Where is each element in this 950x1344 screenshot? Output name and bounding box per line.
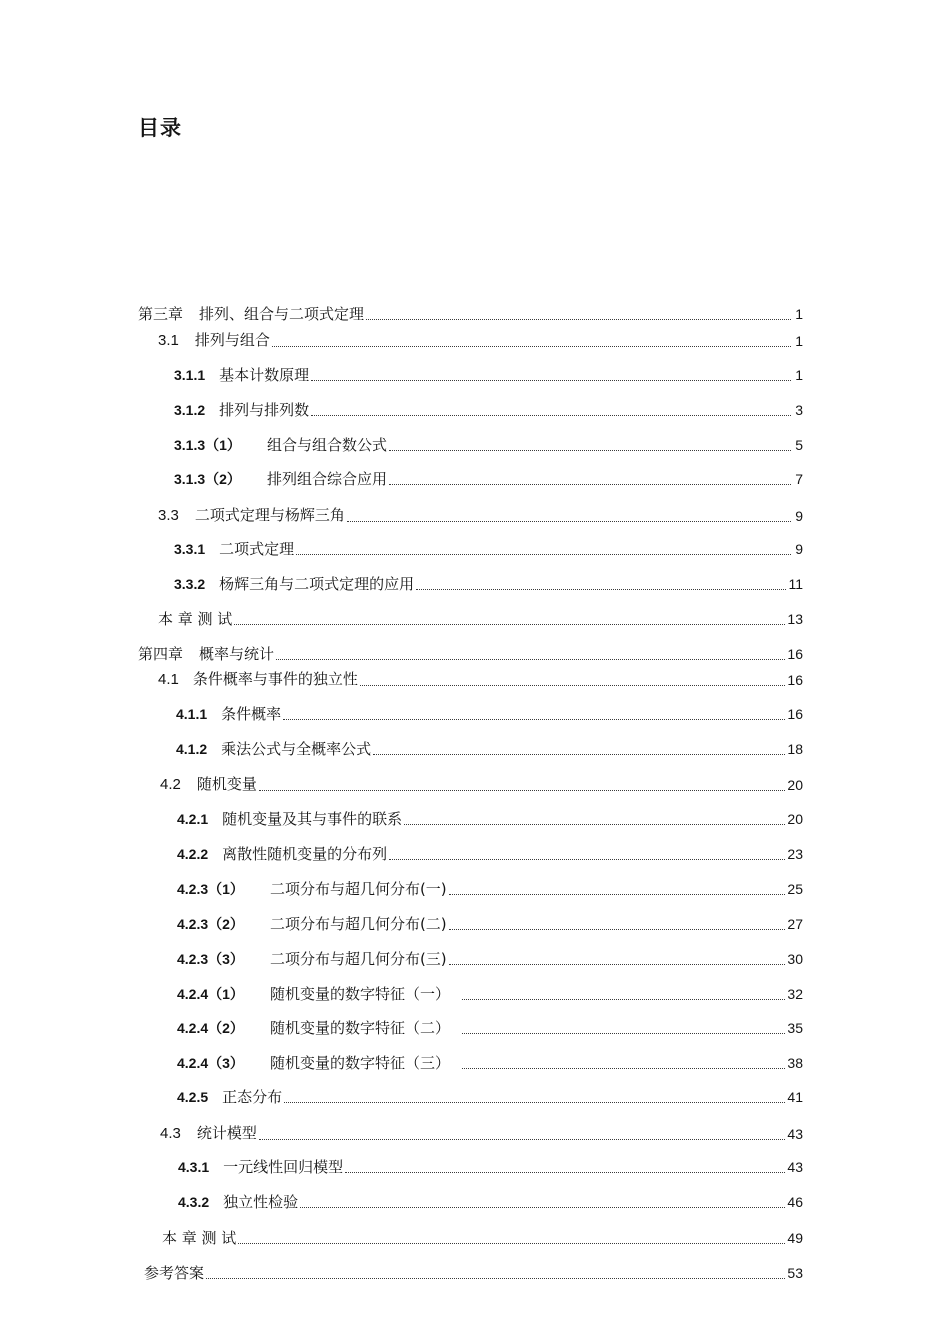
entry-title: 随机变量的数字特征（一） — [269, 985, 450, 1003]
dot-leader — [449, 893, 786, 895]
entry-title: 随机变量及其与事件的联系 — [222, 810, 403, 828]
entry-page-number: 1 — [795, 367, 803, 383]
entry-page-number: 30 — [787, 951, 803, 967]
entry-number: 4.1 — [158, 671, 179, 688]
toc-entry-subsection[interactable] — [176, 705, 803, 723]
entry-title: 二项式定理 — [219, 540, 295, 558]
dot-leader — [276, 658, 785, 660]
entry-number: 4.2.4（3） — [177, 1055, 244, 1071]
entry-page-number: 43 — [787, 1159, 803, 1175]
toc-entry-chapter-test[interactable] — [162, 1229, 803, 1247]
entry-page-number: 9 — [795, 541, 803, 557]
entry-title: 概率与统计 — [199, 645, 275, 663]
entry-title: 正态分布 — [222, 1088, 283, 1106]
toc-entry-section[interactable] — [160, 1124, 803, 1143]
toc-entry-subsection[interactable] — [177, 915, 803, 933]
toc-entry-subsection[interactable] — [177, 880, 803, 898]
dot-leader — [373, 753, 785, 755]
entry-title: 二项分布与超几何分布(三) — [269, 950, 447, 968]
dot-leader — [300, 1206, 785, 1208]
entry-page-number: 25 — [787, 881, 803, 897]
toc-entry-answers[interactable] — [144, 1264, 803, 1282]
dot-leader — [296, 553, 791, 555]
toc-entry-subsection[interactable] — [174, 436, 803, 454]
entry-page-number: 5 — [795, 437, 803, 453]
entry-number: 4.2.4（1） — [177, 986, 244, 1002]
entry-number: 4.3 — [160, 1125, 181, 1142]
entry-number: 4.2.3（3） — [177, 951, 244, 967]
toc-entry-subsection[interactable] — [177, 1088, 803, 1106]
entry-title: 随机变量 — [196, 775, 257, 793]
entry-title: 参考答案 — [144, 1264, 205, 1282]
entry-page-number: 9 — [795, 508, 803, 524]
entry-number: 4.2.2 — [177, 846, 209, 862]
entry-page-number: 16 — [787, 706, 803, 722]
entry-number: 4.1.2 — [176, 741, 208, 757]
dot-leader — [234, 623, 785, 625]
entry-number: 4.2.5 — [177, 1089, 209, 1105]
dot-leader — [449, 963, 786, 965]
page-title: 目录 — [138, 116, 182, 140]
entry-title: 本 章 测 试 — [158, 610, 233, 628]
entry-number: 3.1 — [158, 332, 179, 349]
dot-leader — [366, 318, 791, 320]
entry-page-number: 18 — [787, 741, 803, 757]
toc-entry-subsection[interactable] — [177, 950, 803, 968]
dot-leader — [389, 483, 791, 485]
entry-number: 4.2.3（1） — [177, 881, 244, 897]
dot-leader — [347, 520, 791, 522]
entry-title: 组合与组合数公式 — [266, 436, 387, 454]
toc-entry-subsection[interactable] — [176, 740, 803, 758]
entry-number: 4.3.2 — [178, 1194, 210, 1210]
toc-entry-subsection[interactable] — [174, 470, 803, 488]
entry-page-number: 32 — [787, 986, 803, 1002]
toc-entry-subsection[interactable] — [174, 366, 803, 384]
entry-page-number: 3 — [795, 402, 803, 418]
entry-number: 第三章 — [138, 305, 184, 323]
entry-page-number: 38 — [787, 1055, 803, 1071]
toc-entry-subsection[interactable] — [178, 1193, 803, 1211]
toc-entry-chapter-test[interactable] — [158, 610, 803, 628]
entry-page-number: 49 — [787, 1230, 803, 1246]
toc-entry-subsection[interactable] — [174, 575, 803, 593]
entry-number: 3.1.3（1） — [174, 437, 241, 453]
entry-page-number: 16 — [787, 646, 803, 662]
entry-title: 离散性随机变量的分布列 — [222, 845, 388, 863]
entry-title: 基本计数原理 — [219, 366, 310, 384]
entry-number: 3.3.1 — [174, 541, 206, 557]
entry-page-number: 1 — [795, 333, 803, 349]
toc-entry-section[interactable] — [158, 331, 803, 350]
entry-title: 一元线性回归模型 — [223, 1158, 344, 1176]
dot-leader — [238, 1242, 785, 1244]
toc-entry-subsection[interactable] — [177, 1019, 803, 1037]
entry-page-number: 27 — [787, 916, 803, 932]
entry-page-number: 1 — [795, 306, 803, 322]
entry-title: 本 章 测 试 — [162, 1229, 237, 1247]
entry-title: 排列、组合与二项式定理 — [199, 305, 365, 323]
dot-leader — [360, 684, 786, 686]
dot-leader — [259, 789, 786, 791]
dot-leader — [389, 858, 785, 860]
toc-entry-subsection[interactable] — [177, 845, 803, 863]
dot-leader — [416, 588, 786, 590]
entry-page-number: 35 — [787, 1020, 803, 1036]
entry-page-number: 13 — [787, 611, 803, 627]
entry-number: 3.3 — [158, 507, 179, 524]
dot-leader — [449, 928, 786, 930]
entry-title: 独立性检验 — [223, 1193, 299, 1211]
entry-title: 二项分布与超几何分布(一) — [269, 880, 447, 898]
entry-title: 排列组合综合应用 — [266, 470, 387, 488]
entry-number: 4.3.1 — [178, 1159, 210, 1175]
toc-entry-section[interactable] — [160, 775, 803, 794]
entry-title: 二项分布与超几何分布(二) — [269, 915, 447, 933]
entry-number: 4.2.3（2） — [177, 916, 244, 932]
toc-entry-section[interactable] — [158, 670, 803, 689]
entry-title: 随机变量的数字特征（二） — [269, 1019, 450, 1037]
toc-entry-chapter[interactable] — [138, 305, 803, 323]
toc-entry-chapter[interactable] — [138, 645, 803, 663]
entry-title: 排列与组合 — [194, 331, 270, 349]
entry-title: 乘法公式与全概率公式 — [221, 740, 372, 758]
entry-number: 4.2.4（2） — [177, 1020, 244, 1036]
dot-leader — [272, 345, 791, 347]
entry-number: 3.1.3（2） — [174, 471, 241, 487]
entry-page-number: 11 — [788, 576, 803, 592]
entry-number: 第四章 — [138, 645, 184, 663]
entry-title: 排列与排列数 — [219, 401, 310, 419]
dot-leader — [345, 1171, 785, 1173]
entry-number: 3.1.2 — [174, 402, 206, 418]
entry-title: 二项式定理与杨辉三角 — [194, 506, 345, 524]
dot-leader — [283, 718, 785, 720]
entry-page-number: 16 — [787, 672, 803, 688]
dot-leader — [284, 1101, 785, 1103]
dot-leader — [311, 379, 791, 381]
toc-entry-subsection[interactable] — [177, 810, 803, 828]
toc-entry-subsection[interactable] — [174, 540, 803, 558]
entry-page-number: 20 — [787, 777, 803, 793]
toc-entry-subsection[interactable] — [177, 1054, 803, 1072]
toc-entry-section[interactable] — [158, 506, 803, 525]
dot-leader — [311, 414, 791, 416]
entry-title: 统计模型 — [196, 1124, 257, 1142]
entry-number: 4.2 — [160, 776, 181, 793]
dot-leader — [389, 449, 791, 451]
entry-title: 杨辉三角与二项式定理的应用 — [219, 575, 415, 593]
entry-page-number: 46 — [787, 1194, 803, 1210]
dot-leader — [404, 823, 785, 825]
entry-number: 4.2.1 — [177, 811, 209, 827]
entry-number: 3.3.2 — [174, 576, 206, 592]
entry-title: 条件概率与事件的独立性 — [192, 670, 358, 688]
entry-number: 4.1.1 — [176, 706, 208, 722]
entry-page-number: 53 — [787, 1265, 803, 1281]
toc-entry-subsection[interactable] — [178, 1158, 803, 1176]
dot-leader — [259, 1138, 786, 1140]
dot-leader — [462, 1032, 785, 1034]
dot-leader — [462, 1067, 785, 1069]
entry-title: 条件概率 — [221, 705, 282, 723]
dot-leader — [206, 1277, 785, 1279]
toc-entry-subsection[interactable] — [174, 401, 803, 419]
entry-page-number: 41 — [787, 1089, 803, 1105]
toc-entry-subsection[interactable] — [177, 985, 803, 1003]
entry-page-number: 20 — [787, 811, 803, 827]
entry-page-number: 43 — [787, 1126, 803, 1142]
entry-title: 随机变量的数字特征（三） — [269, 1054, 450, 1072]
dot-leader — [462, 998, 785, 1000]
entry-number: 3.1.1 — [174, 367, 206, 383]
entry-page-number: 7 — [795, 471, 803, 487]
entry-page-number: 23 — [787, 846, 803, 862]
